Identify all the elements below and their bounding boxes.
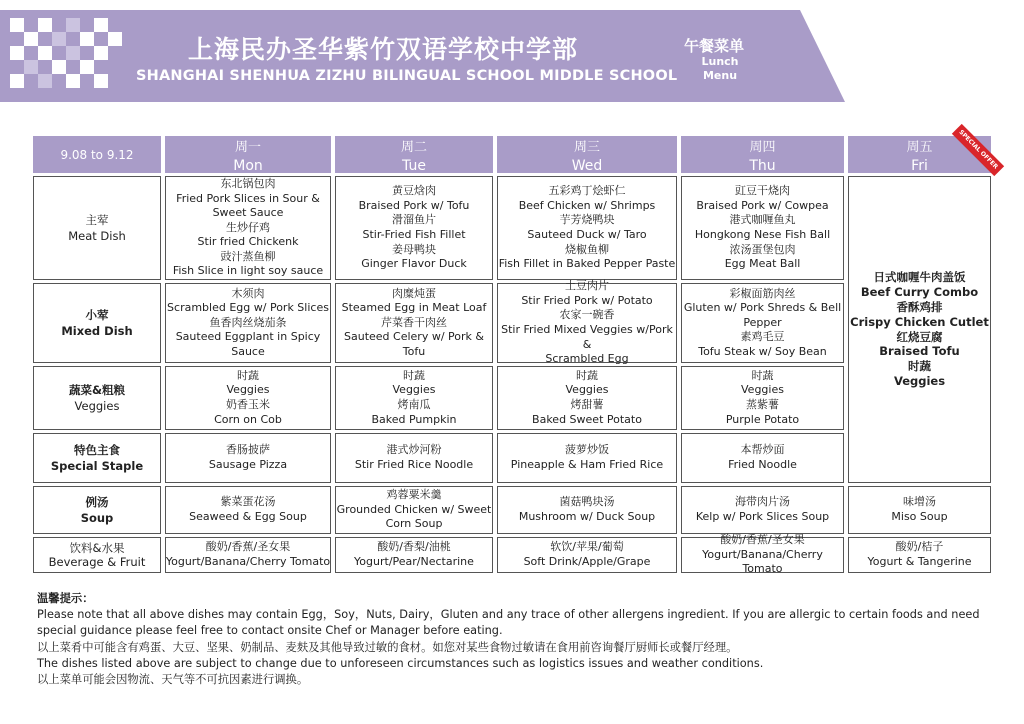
dish-line: Veggies bbox=[392, 383, 436, 397]
day-header-thu bbox=[681, 136, 844, 173]
menu-cell-main-wed bbox=[497, 176, 677, 280]
dish-line: 烤甜薯 bbox=[570, 398, 604, 411]
dish-line: 黄豆焓肉 bbox=[392, 184, 436, 198]
row-label-cn: 蔬菜&粗粮 bbox=[68, 383, 126, 397]
dish-line: Veggies bbox=[565, 383, 609, 397]
dish-line: Stir Fried Mixed Veggies w/Pork & bbox=[501, 323, 673, 351]
dish-line: Kelp w/ Pork Slices Soup bbox=[695, 510, 830, 523]
dish-line: 时蔬 bbox=[237, 368, 259, 382]
menu-cell-veg-wed bbox=[497, 366, 677, 430]
dish-line: 豉汁蒸鱼柳 bbox=[220, 249, 276, 263]
dish-line: Steamed Egg in Meat Loaf bbox=[341, 301, 487, 315]
day-en: Tue bbox=[402, 158, 426, 174]
menu-cell-soup-fri bbox=[848, 486, 991, 534]
dish-line: Stir Fried Pork w/ Potato bbox=[521, 293, 653, 307]
dish-line: 香肠披萨 bbox=[226, 443, 270, 457]
day-cn: 周四 bbox=[749, 140, 776, 155]
dish-line: Sauteed Eggplant in Spicy bbox=[175, 330, 321, 344]
dish-line: 土豆肉片 bbox=[565, 279, 609, 293]
notes-line-allergen-cn: 以上菜肴中可能含有鸡蛋、大豆、坚果、奶制品、麦麸及其他导致过敏的食材。如您对某些食物过敏请在食用前咨询餐厅厨师长或餐厅经理。 bbox=[37, 640, 738, 654]
dish-line: Yogurt/Banana/Cherry Tomato bbox=[165, 555, 331, 568]
dish-line: 蒸紫薯 bbox=[746, 398, 779, 411]
dish-line: Stir Fried Rice Noodle bbox=[354, 458, 474, 471]
dish-line: 彩椒面筋肉丝 bbox=[729, 286, 796, 300]
row-label-cn: 小荤 bbox=[85, 308, 109, 322]
dish-line: Beef Chicken w/ Shrimps bbox=[518, 198, 656, 212]
dish-line: 鱼香肉丝烧茄条 bbox=[209, 315, 287, 329]
dish-line: Mushroom w/ Duck Soup bbox=[518, 510, 656, 523]
menu-cell-bev-tue bbox=[335, 537, 493, 573]
dish-line: Yogurt/Banana/Cherry Tomato bbox=[702, 547, 823, 576]
dish-line: 菌菇鸭块汤 bbox=[559, 495, 615, 509]
menu-cell-soup-tue bbox=[335, 486, 493, 534]
dish-line: Pineapple & Ham Fried Rice bbox=[510, 458, 664, 471]
dish-line: Stir-Fried Fish Fillet bbox=[362, 228, 466, 241]
dish-line: 生炒仔鸡 bbox=[226, 220, 270, 234]
dish-line: 姜母鸭块 bbox=[392, 242, 436, 256]
dish-line: Fried Pork Slices in Sour & bbox=[176, 191, 320, 205]
row-label-en: Soup bbox=[80, 511, 114, 525]
day-cn: 周五 bbox=[906, 140, 933, 155]
dish-line: Sausage Pizza bbox=[208, 458, 288, 471]
dish-line: 菠萝炒饭 bbox=[565, 443, 609, 457]
dish-line: Sauteed Duck w/ Taro bbox=[527, 228, 647, 241]
dish-line: Braised Pork w/ Tofu bbox=[358, 198, 470, 212]
dish-line: 东北锅包肉 bbox=[220, 176, 276, 190]
notes-line-change-en: The dishes listed above are subject to change due to unforeseen circumstances such as logistics issues and weather conditions. bbox=[37, 656, 764, 670]
menu-cell-mixed-thu bbox=[681, 283, 844, 363]
dish-line: 海带肉片汤 bbox=[735, 495, 790, 509]
row-label-cn: 特色主食 bbox=[74, 443, 120, 457]
dish-line: Crispy Chicken Cutlet bbox=[850, 314, 989, 329]
allergen-notes bbox=[37, 591, 997, 688]
row-label-en: Beverage & Fruit bbox=[48, 555, 146, 569]
dish-line: 软饮/苹果/葡萄 bbox=[550, 540, 624, 554]
dish-line: 酸奶/桔子 bbox=[895, 540, 944, 554]
day-en: Mon bbox=[233, 158, 263, 174]
menu-label-en-line1: Lunch bbox=[701, 55, 739, 68]
menu-cell-mixed-mon bbox=[165, 283, 331, 363]
dish-line: Corn on Cob bbox=[214, 412, 282, 426]
dish-line: 酸奶/香蕉/圣女果 bbox=[720, 533, 805, 547]
dish-line: Sweet Sauce bbox=[212, 206, 284, 220]
notes-heading: 温馨提示： bbox=[37, 592, 94, 605]
dish-line: Yogurt & Tangerine bbox=[867, 555, 972, 568]
menu-cell-staple-tue bbox=[335, 433, 493, 483]
dish-line: 烤南瓜 bbox=[397, 398, 431, 411]
dish-line: Sauteed Celery w/ Pork & Tofu bbox=[344, 330, 484, 358]
day-en: Wed bbox=[571, 158, 603, 174]
row-label-en: Veggies bbox=[74, 399, 120, 413]
dish-line: Baked Sweet Potato bbox=[532, 412, 642, 426]
dish-line: Soft Drink/Apple/Grape bbox=[523, 555, 651, 568]
day-cn: 周二 bbox=[400, 140, 427, 155]
dish-line: 时蔬 bbox=[751, 368, 774, 382]
row-label-staple bbox=[33, 433, 161, 483]
dish-line: 奶香玉米 bbox=[226, 398, 270, 411]
dish-line: Purple Potato bbox=[725, 412, 800, 426]
menu-cell-bev-fri bbox=[848, 537, 991, 573]
dish-line: Fried Noodle bbox=[728, 458, 797, 471]
menu-cell-staple-wed bbox=[497, 433, 677, 483]
menu-cell-mixed-wed bbox=[497, 279, 677, 366]
dish-line: Grounded Chicken w/ Sweet bbox=[336, 502, 492, 516]
dish-line: 浓汤蛋堡包肉 bbox=[729, 242, 796, 256]
menu-cell-soup-thu bbox=[681, 486, 844, 534]
dish-line: 酸奶/香蕉/圣女果 bbox=[205, 540, 291, 554]
row-label-cn: 饮料&水果 bbox=[69, 541, 125, 555]
dish-line: Braised Tofu bbox=[879, 344, 960, 359]
dish-line: Veggies bbox=[226, 383, 270, 397]
dish-line: Egg Meat Ball bbox=[724, 257, 801, 271]
dish-line: 烧椒鱼柳 bbox=[565, 242, 609, 256]
dish-line: 紫菜蛋花汤 bbox=[220, 495, 276, 509]
menu-cell-bev-mon bbox=[165, 537, 331, 573]
dish-line: 时蔬 bbox=[576, 368, 598, 382]
dish-line: 香酥鸡排 bbox=[896, 299, 943, 314]
dish-line: Tofu Steak w/ Soy Bean bbox=[698, 344, 827, 358]
menu-cell-veg-thu bbox=[681, 366, 844, 430]
day-en: Thu bbox=[749, 158, 776, 174]
dish-line: 本帮炒面 bbox=[740, 443, 785, 457]
dish-line: 日式咖喱牛肉盖饭 bbox=[873, 270, 966, 285]
dish-line: 港式咖喱鱼丸 bbox=[729, 213, 796, 227]
day-header-wed bbox=[497, 136, 677, 173]
menu-cell-main-tue bbox=[335, 176, 493, 280]
dish-line: 农家一碗香 bbox=[559, 308, 615, 322]
dish-line: Gluten w/ Pork Shreds & Bell bbox=[683, 301, 842, 315]
menu-cell-main-thu bbox=[681, 176, 844, 280]
dish-line: 肉糜炖蛋 bbox=[392, 286, 436, 300]
day-header-tue bbox=[335, 136, 493, 173]
dish-line: Veggies bbox=[893, 373, 946, 388]
dish-line: 港式炒河粉 bbox=[386, 443, 442, 457]
row-label-soup bbox=[33, 486, 161, 534]
menu-cell-veg-mon bbox=[165, 366, 331, 430]
school-title-en: SHANGHAI SHENHUA ZIZHU BILINGUAL SCHOOL MIDDLE SCHOOL bbox=[136, 68, 678, 84]
row-label-bev bbox=[33, 537, 161, 573]
dish-line: Ginger Flavor Duck bbox=[361, 257, 467, 271]
day-header-mon bbox=[165, 136, 331, 173]
dish-line: Stir fried Chickenk bbox=[197, 235, 299, 249]
dish-line: Seaweed & Egg Soup bbox=[189, 510, 307, 523]
dish-line: 时蔬 bbox=[403, 368, 425, 382]
menu-label-cn: 午餐菜单 bbox=[684, 37, 745, 55]
row-label-en: Mixed Dish bbox=[61, 324, 133, 338]
day-cn: 周一 bbox=[234, 140, 261, 155]
special-offer-ribbon: SPECIAL OFFER bbox=[952, 124, 1004, 176]
menu-cell-soup-wed bbox=[497, 486, 677, 534]
menu-cell-main-mon bbox=[165, 176, 331, 280]
menu-cell-staple-thu bbox=[681, 433, 844, 483]
menu-cell-mixed-tue bbox=[335, 283, 493, 363]
row-label-veg bbox=[33, 366, 161, 430]
dish-line: 鸡蓉粟米羹 bbox=[386, 488, 442, 502]
day-en: Fri bbox=[911, 158, 928, 173]
dish-line: Scrambled Egg bbox=[545, 352, 629, 366]
row-label-en: Special Staple bbox=[50, 459, 144, 473]
menu-cell-soup-mon bbox=[165, 486, 331, 534]
dish-line: Corn Soup bbox=[385, 517, 443, 531]
dish-line: 五彩鸡丁烩虾仁 bbox=[548, 184, 626, 198]
dish-line: 时蔬 bbox=[908, 359, 931, 374]
dish-line: Fish Fillet in Baked Pepper Paste bbox=[498, 257, 676, 271]
row-label-main bbox=[33, 176, 161, 280]
dish-line: 豇豆干烧肉 bbox=[735, 184, 790, 198]
friday-combo-cell bbox=[848, 176, 991, 483]
date-range: 9.08 to 9.12 bbox=[33, 136, 161, 173]
dish-line: 芹菜香干肉丝 bbox=[381, 315, 447, 329]
row-label-en: Meat Dish bbox=[68, 229, 126, 243]
dish-line: Pepper bbox=[743, 315, 782, 329]
row-label-cn: 例汤 bbox=[85, 495, 109, 509]
dish-line: 红烧豆腐 bbox=[896, 329, 943, 344]
dish-line: 滑溜鱼片 bbox=[392, 213, 436, 227]
menu-cell-bev-thu bbox=[681, 533, 844, 576]
dish-line: Braised Pork w/ Cowpea bbox=[696, 198, 829, 212]
dish-line: Fish Slice in light soy sauce bbox=[172, 264, 324, 278]
dish-line: 木须肉 bbox=[231, 286, 265, 300]
dish-line: Hongkong Nese Fish Ball bbox=[694, 228, 831, 241]
menu-cell-veg-tue bbox=[335, 366, 493, 430]
dish-line: Yogurt/Pear/Nectarine bbox=[354, 555, 474, 568]
dish-line: Beef Curry Combo bbox=[860, 285, 979, 300]
dish-line: 味增汤 bbox=[903, 495, 936, 509]
menu-cell-bev-wed bbox=[497, 537, 677, 573]
notes-line-allergen-en: Please note that all above dishes may contain Egg，Soy，Nuts, Dairy，Gluten and any trace of other allergens ingredient. If you are allergic to certain foods and need special guidance please feel free to contact onsite Chef or Manager before eating. bbox=[37, 608, 980, 638]
menu-label-en-line2: Menu bbox=[702, 69, 738, 82]
row-label-mixed bbox=[33, 283, 161, 363]
day-cn: 周三 bbox=[573, 140, 600, 155]
dish-line: 酸奶/香梨/油桃 bbox=[377, 540, 451, 554]
notes-line-change-cn: 以上菜单可能会因物流、天气等不可抗因素进行调换。 bbox=[37, 673, 309, 687]
dish-line: Scrambled Egg w/ Pork Slices bbox=[167, 301, 329, 315]
menu-cell-staple-mon bbox=[165, 433, 331, 483]
school-title-cn: 上海民办圣华紫竹双语学校中学部 bbox=[188, 35, 579, 64]
dish-line: Miso Soup bbox=[891, 510, 948, 523]
dish-line: 芋芳烧鸭块 bbox=[559, 213, 615, 227]
dish-line: 素鸡毛豆 bbox=[740, 330, 785, 344]
row-label-cn: 主荤 bbox=[85, 213, 109, 227]
dish-line: Baked Pumpkin bbox=[371, 412, 457, 426]
dish-line: Sauce bbox=[231, 344, 265, 358]
dish-line: Veggies bbox=[741, 383, 784, 397]
